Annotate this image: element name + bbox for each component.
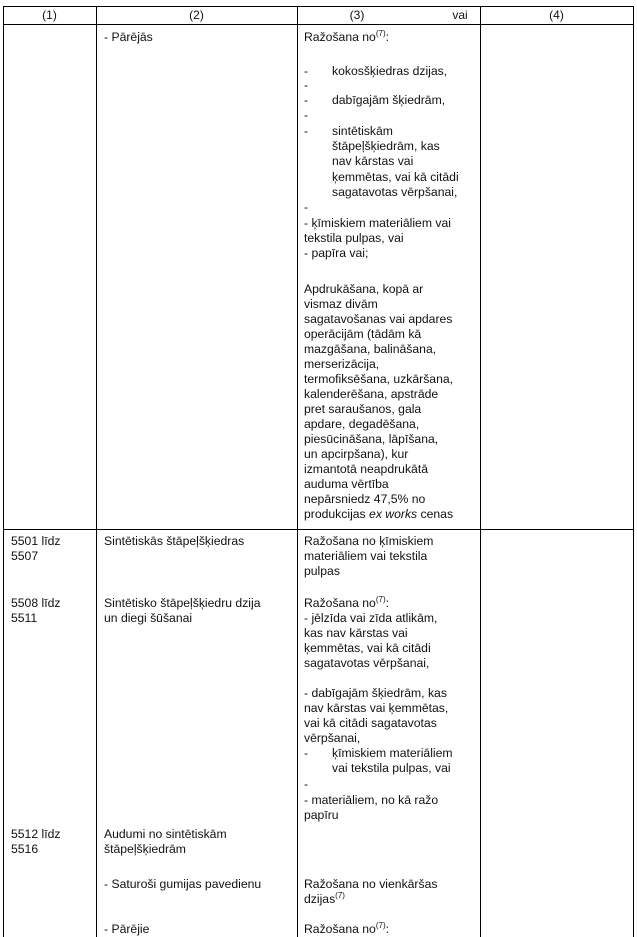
row4-sub-rule: Ražošana $no^{(7)}$:: [304, 920, 389, 936]
header-col-2: (2): [189, 8, 204, 22]
row4-description: štāpeļšķiedrām: [104, 842, 186, 856]
row2-code: 5501 līdz: [11, 534, 61, 548]
row3-rule-line: sagatavotas vērpšanai,: [304, 656, 430, 670]
row3-rule-line: vai kā citādi sagatavotas: [304, 716, 437, 730]
row1-item-d-line: tekstila pulpas, vai: [304, 231, 404, 245]
header-col-1: (1): [42, 8, 57, 22]
row2-rule-line: materiāliem vai tekstila: [304, 549, 428, 563]
row3-rule-line: - materiāliem, no kā ražo: [304, 793, 439, 807]
row1-para-line: pret saraušanos, gala: [304, 402, 422, 416]
row1-para-line: produkcijas ex works cenas: [304, 507, 454, 521]
table-top-rule: [3, 6, 634, 7]
row1-para-line: operācijām (tādām kā: [304, 327, 422, 341]
row1-para-line: auduma vērtība: [304, 477, 389, 491]
header-col-4: (4): [549, 8, 564, 22]
row3-description: un diegi šūšanai: [104, 611, 193, 625]
row1-item-c-line: sagatavotas vērpšanai,: [332, 185, 458, 199]
row1-rule-lead: Ražošana $no^{(7)}$:: [304, 28, 389, 44]
row1-dash: -: [304, 108, 309, 122]
col-border-2-3: [297, 6, 298, 937]
row3-rule-line: ķemmētas, vai kā citādi: [304, 641, 431, 655]
row3-rule-line: - ķīmiskiem materiāliem: [304, 746, 453, 760]
row3-rule-line: papīru: [304, 808, 339, 822]
col-border-1-2: [96, 6, 97, 937]
row1-para-line: apdare, degadēšana,: [304, 417, 420, 431]
row1-item-a: - kokosšķiedras dzijas,: [304, 64, 448, 78]
row1-item-e: - papīra vai;: [304, 246, 369, 260]
row3-rule-line: - jēlzīda vai zīda atlikām,: [304, 611, 438, 625]
row2-description: Sintētiskās štāpeļšķiedras: [104, 534, 245, 548]
row1-item-b: - dabīgajām šķiedrām,: [304, 93, 446, 107]
row1-para-line: kalenderēšana, apstrāde: [304, 387, 439, 401]
header-col-3: (3): [349, 8, 365, 22]
row1-item-c-line: ķemmētas, vai kā citādi: [332, 170, 459, 184]
row3-rule-line: - dabīgajām šķiedrām, kas: [304, 686, 447, 700]
col-border-right: [633, 6, 634, 937]
row3-code: 5508 līdz: [11, 596, 61, 610]
row3-description: Sintētisko štāpeļšķiedru dzija: [104, 596, 261, 610]
row3-rule-line: nav kārstas vai ķemmētas,: [304, 701, 449, 715]
row1-para-line: mazgāšana, balināšana,: [304, 342, 437, 356]
row3-rule-line: kas nav kārstas vai: [304, 626, 408, 640]
row1-para-line: nepārsniedz 47,5% no: [304, 492, 426, 506]
row4-sub-rule: dzijas$^{(7)}$: [304, 890, 345, 906]
row1-item-c: - sintētiskām: [304, 124, 393, 138]
col-border-3-4: [480, 6, 481, 937]
row4-sub-description: - Saturoši gumijas pavedienu: [104, 877, 262, 891]
col-border-left: [3, 6, 4, 937]
row4-sub-rule: Ražošana no vienkāršas: [304, 877, 438, 891]
row1-para-line: termofiksēšana, uzkāršana,: [304, 372, 454, 386]
row2-code: 5507: [11, 549, 39, 563]
row-rule-5501: [3, 529, 634, 530]
row1-para-line: sagatavošanas vai apdares: [304, 312, 453, 326]
row1-para-line: merserizācija,: [304, 357, 380, 371]
row4-code: 5516: [11, 842, 39, 856]
row4-code: 5512 līdz: [11, 827, 61, 841]
row1-para-line: vismaz divām: [304, 297, 378, 311]
row3-rule-lead: Ražošana $no^{(7)}$:: [304, 594, 389, 610]
header-vai: vai: [452, 8, 468, 22]
row1-para-line: izmantotā neapdrukātā: [304, 462, 428, 476]
row1-item-c-line: nav kārstas vai: [332, 154, 414, 168]
row1-description: - Pārējās: [104, 30, 153, 44]
row3-dash: -: [304, 777, 309, 791]
row3-rule-line: vai tekstila pulpas, vai: [332, 761, 451, 775]
header-bottom-rule: [3, 24, 634, 25]
row1-dash: -: [304, 200, 309, 214]
row4-description: Audumi no sintētiskām: [104, 827, 227, 841]
row2-rule-line: Ražošana no ķīmiskiem: [304, 534, 434, 548]
row1-dash: -: [304, 78, 309, 92]
row4-sub-description: - Pārējie: [104, 922, 150, 936]
row1-para-line: Apdrukāšana, kopā ar: [304, 282, 424, 296]
row1-rule: [304, 30, 476, 44]
row1-para-line: piesūcināšana, lāpīšana,: [304, 432, 439, 446]
row1-item-d: - ķīmiskiem materiāliem vai: [304, 216, 451, 230]
row2-rule-line: pulpas: [304, 564, 340, 578]
row3-code: 5511: [11, 611, 38, 625]
row1-para-line: un apcirpšana), kur: [304, 447, 409, 461]
row3-rule-line: vērpšanai,: [304, 731, 361, 745]
row1-item-c-line: štāpeļšķiedrām, kas: [332, 139, 440, 153]
